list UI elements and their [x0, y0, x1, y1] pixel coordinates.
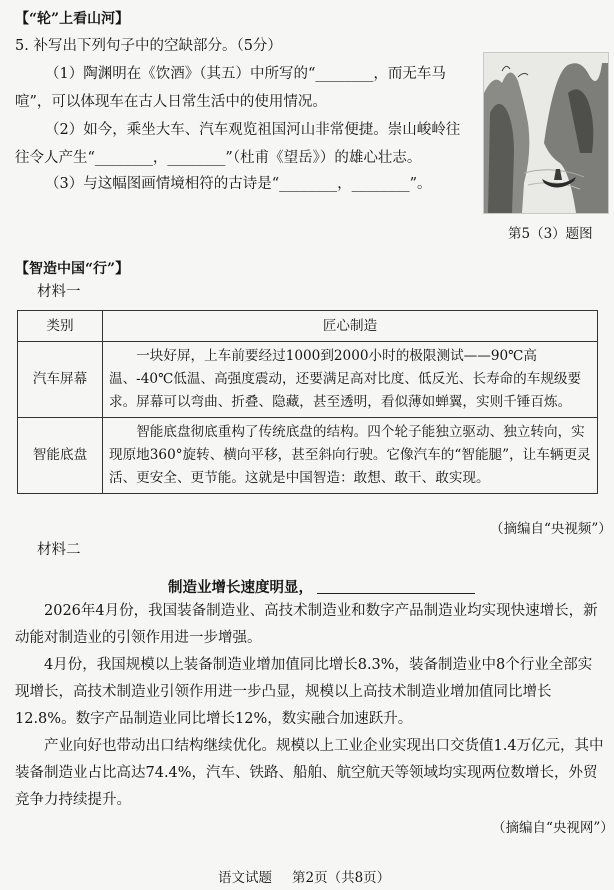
table-cell-category: 智能底盘 — [18, 418, 103, 494]
article-paragraph: 2026年4月份，我国装备制造业、高技术制造业和数字产品制造业均实现快速增长，新动能对制造业的引领作用进一步增强。 — [15, 603, 598, 646]
question-5-item-3: （3）与这幅图画情境相符的古诗是“________，________”。 — [45, 176, 432, 192]
material-2-label: 材料二 — [37, 542, 81, 558]
table-header-craftsmanship: 匠心制造 — [103, 311, 598, 342]
table-cell-content: 智能底盘彻底重构了传统底盘的结构。四个轮子能独立驱动、独立转向，实现原地360°旋转、横向平移，甚至斜向行驶。它像汽车的“智能腿”，让车辆更灵活、更安全、更节能。这就是中国智造：敢想、敢干、敢实现。 — [103, 418, 598, 494]
figure-caption: 第5（3）题图 — [508, 226, 593, 242]
landscape-painting-figure — [483, 52, 609, 214]
footer-page-number: 第2页（共8页） — [292, 870, 391, 886]
article-title-text: 制造业增长速度明显， — [168, 579, 313, 596]
table-row — [18, 418, 598, 494]
article-paragraph: 产业向好也带动出口结构继续优化。规模以上工业企业实现出口交货值1.4万亿元，其中装备制造业占比高达74.4%，汽车、铁路、船舶、航空航天等领域均实现两位数增长，外贸竞争力持续提升。 — [15, 738, 604, 808]
title-blank-line — [317, 593, 475, 594]
footer-subject: 语文试题 — [218, 870, 272, 886]
ink-landscape-illustration — [484, 53, 608, 213]
question-5-prompt: 5. 补写出下列句子中的空缺部分。（5分） — [15, 38, 282, 54]
table-header-category: 类别 — [18, 311, 103, 342]
question-5-item-2-line-1: （2）如今，乘坐大车、汽车观览祖国河山非常便捷。崇山峻岭往 — [45, 122, 461, 138]
material-1-label: 材料一 — [37, 284, 81, 300]
material-2-source: （摘编自“央视网”） — [492, 820, 614, 836]
article-paragraph: 4月份，我国规模以上装备制造业增加值同比增长8.3%，装备制造业中8个行业全部实现增长，高技术制造业引领作用进一步凸显，规模以上高技术制造业增加值同比增长12.8%。数字产品制造业同比增长12%，数实融合加速跃升。 — [15, 657, 593, 727]
section-title-wheel: 【“轮”上看山河】 — [15, 11, 130, 27]
section-title-smart-manufacturing: 【智造中国“行”】 — [15, 261, 130, 277]
table-cell-category: 汽车屏幕 — [18, 342, 103, 418]
table-header-row — [18, 311, 598, 342]
table-cell-content: 一块好屏，上车前要经过1000到2000小时的极限测试——90℃高温、-40℃低温、高强度震动，还要满足高对比度、低反光、长寿命的车规级要求。屏幕可以弯曲、折叠、隐藏，甚至透明，看似薄如蝉翼，实则千锤百炼。 — [103, 342, 598, 418]
question-5-item-1-line-1: （1）陶渊明在《饮酒》（其五）中所写的“________，而无车马 — [45, 66, 446, 82]
question-5-item-2-line-2: 往令人产生“________，________”（杜甫《望岳》）的雄心壮志。 — [15, 150, 422, 166]
question-5-item-1-line-2: 喧”，可以体现车在古人日常生活中的使用情况。 — [15, 94, 327, 110]
material-1-table — [17, 310, 598, 494]
table-row — [18, 342, 598, 418]
article-title — [168, 576, 475, 597]
material-1-source: （摘编自“央视频”） — [490, 521, 612, 537]
